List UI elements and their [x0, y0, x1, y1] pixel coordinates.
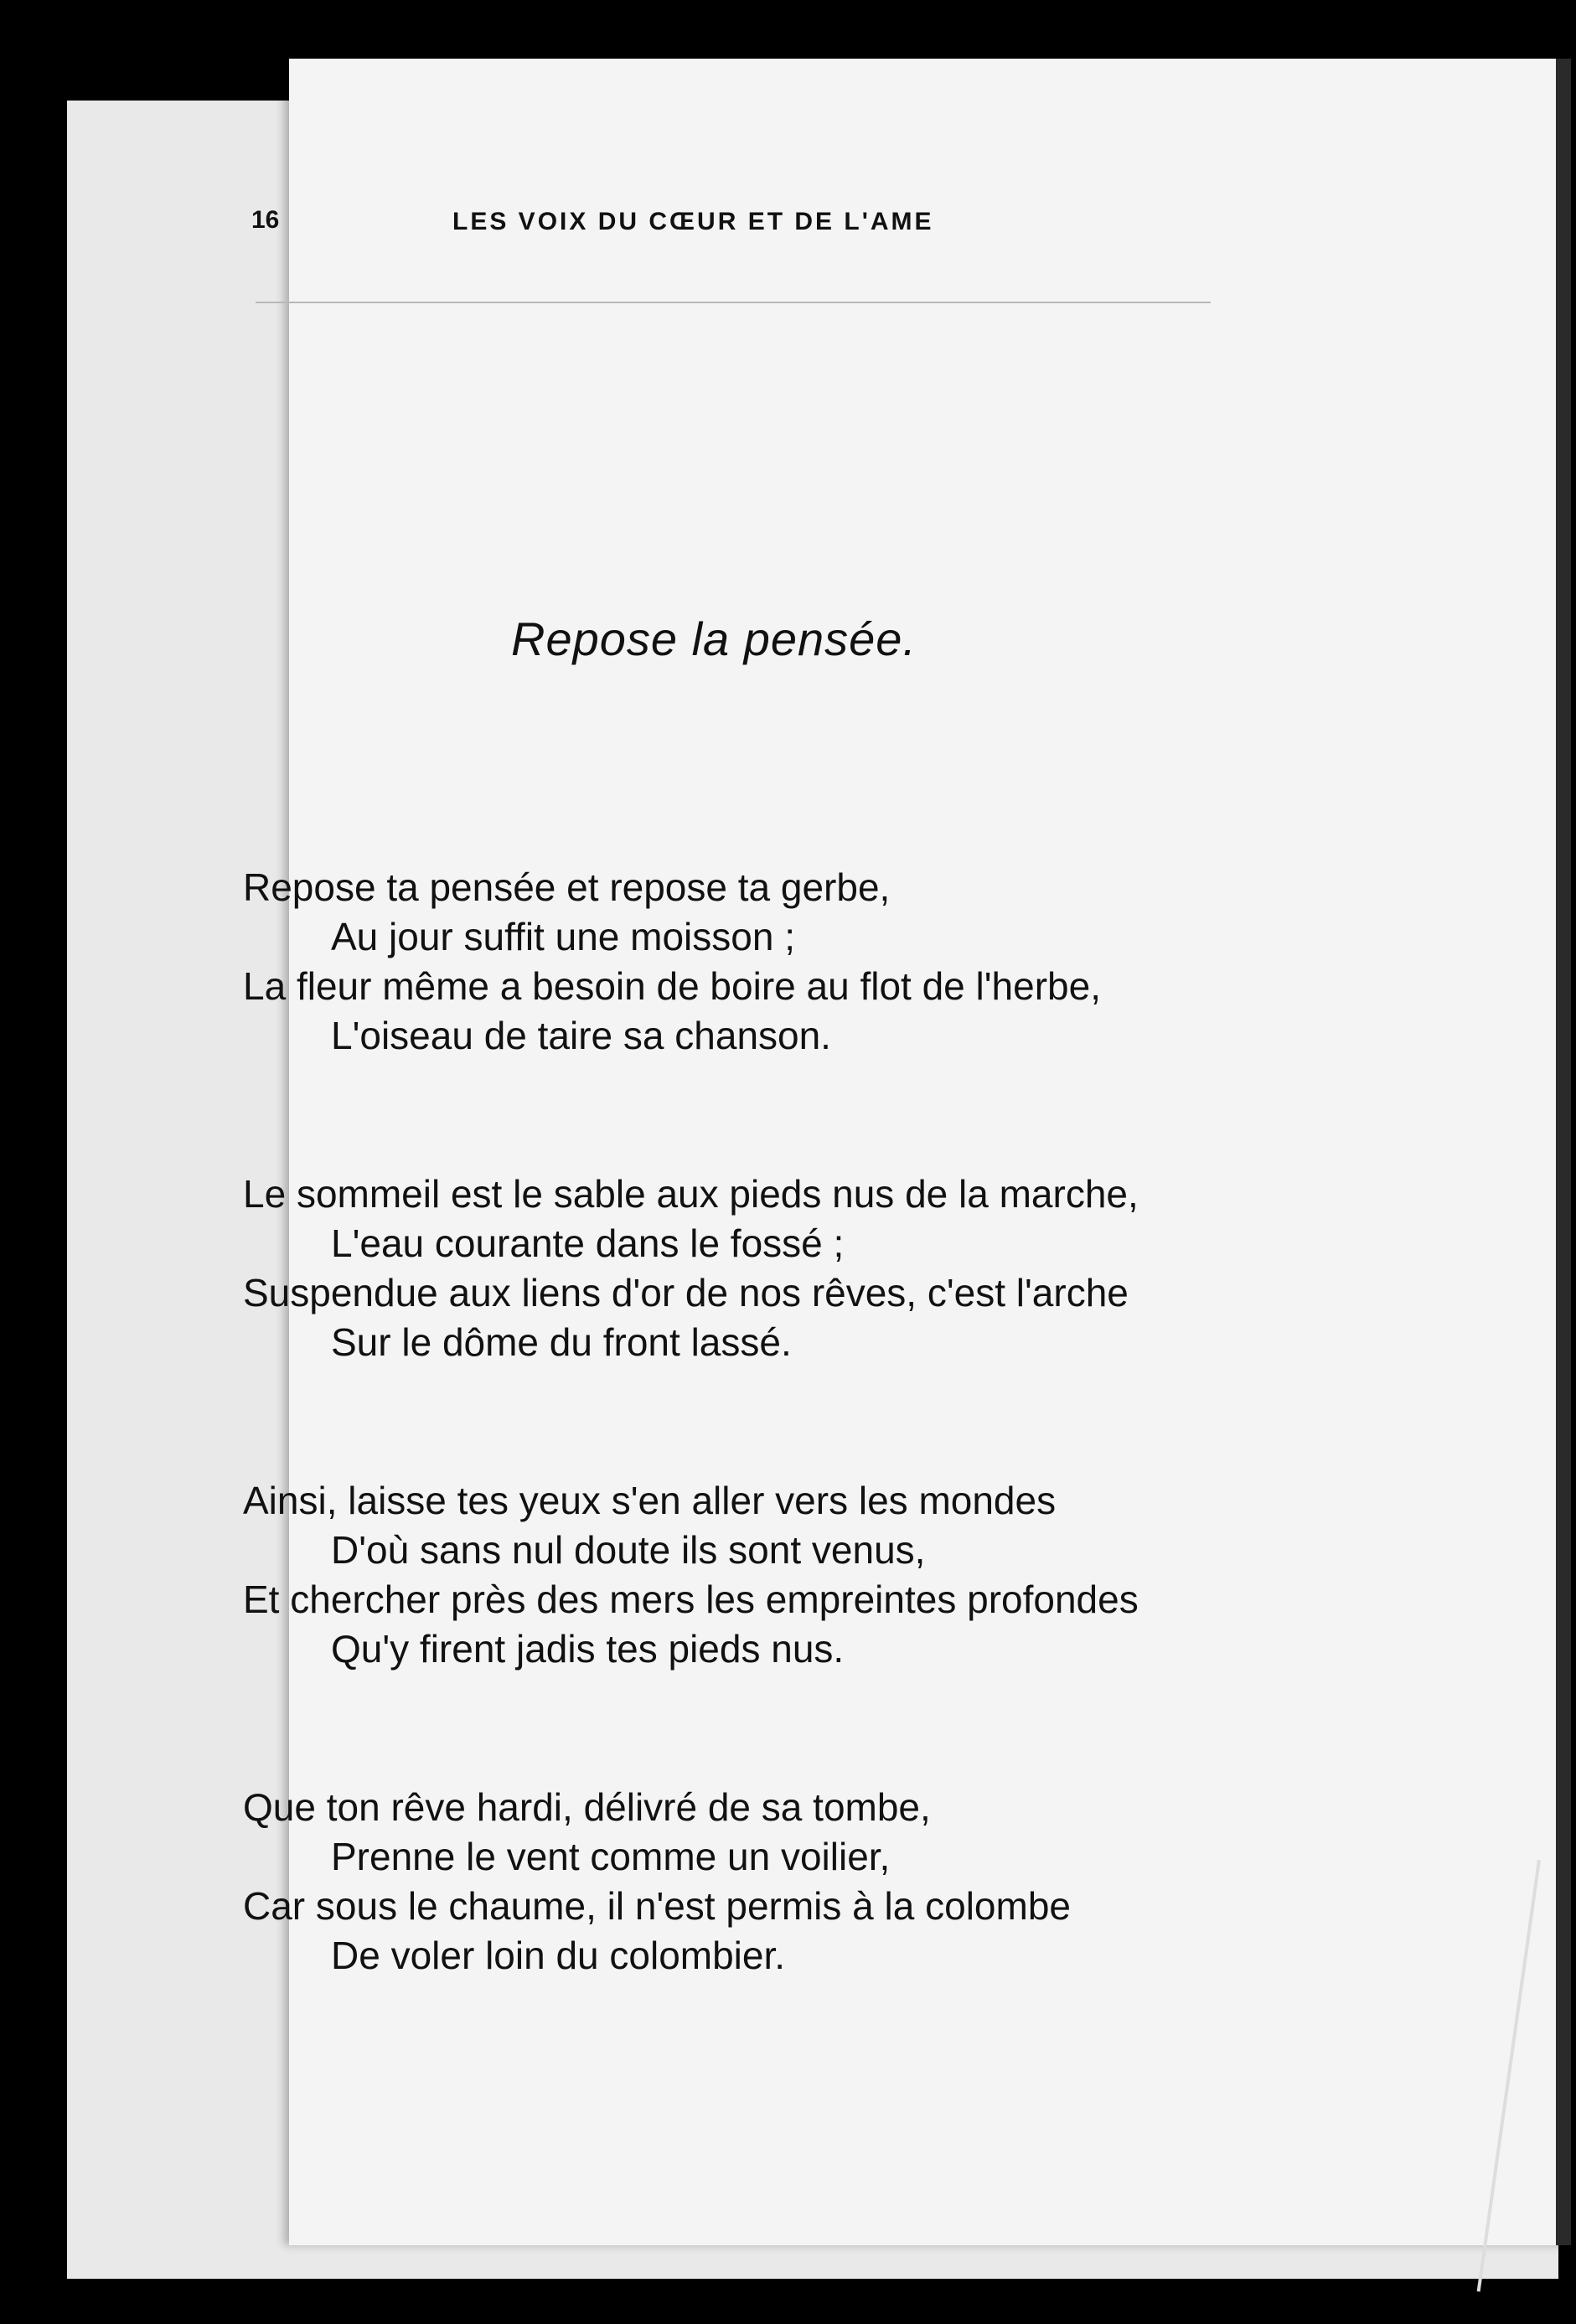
poem-body [243, 863, 1282, 2089]
running-title: LES VOIX DU CŒUR ET DE L'AME [452, 208, 934, 235]
poem-line: Repose ta pensée et repose ta gerbe, [243, 865, 891, 909]
poem-line: Prenne le vent comme un voilier, [331, 1835, 891, 1878]
poem-line: Au jour suffit une moisson ; [331, 915, 795, 958]
poem-line: Que ton rêve hardi, délivré de sa tombe, [243, 1785, 931, 1829]
poem-line: Et chercher près des mers les empreintes profondes [243, 1578, 1139, 1621]
stanza-2 [243, 1170, 1282, 1367]
poem-line: L'oiseau de taire sa chanson. [331, 1014, 831, 1057]
stanza-3 [243, 1476, 1282, 1674]
poem-line: De voler loin du colombier. [331, 1934, 786, 1977]
poem-line: D'où sans nul doute ils sont venus, [331, 1528, 926, 1572]
poem-title: Repose la pensée. [511, 612, 917, 665]
page-number: 16 [251, 206, 280, 234]
stanza-4 [243, 1783, 1282, 1981]
page-edge [1556, 59, 1571, 2245]
poem-line: Suspendue aux liens d'or de nos rêves, c'est l'arche [243, 1271, 1129, 1314]
poem-line: Qu'y firent jadis tes pieds nus. [331, 1627, 845, 1671]
poem-line: Car sous le chaume, il n'est permis à la colombe [243, 1884, 1071, 1928]
stanza-1 [243, 863, 1282, 1061]
poem-line: Ainsi, laisse tes yeux s'en aller vers les mondes [243, 1479, 1057, 1522]
header-rule [256, 302, 1211, 303]
page-header [251, 201, 1215, 251]
poem-line: L'eau courante dans le fossé ; [331, 1221, 845, 1265]
poem-line: Sur le dôme du front lassé. [331, 1320, 792, 1364]
poem-line: La fleur même a besoin de boire au flot de l'herbe, [243, 964, 1101, 1008]
poem-line: Le sommeil est le sable aux pieds nus de la marche, [243, 1172, 1139, 1216]
